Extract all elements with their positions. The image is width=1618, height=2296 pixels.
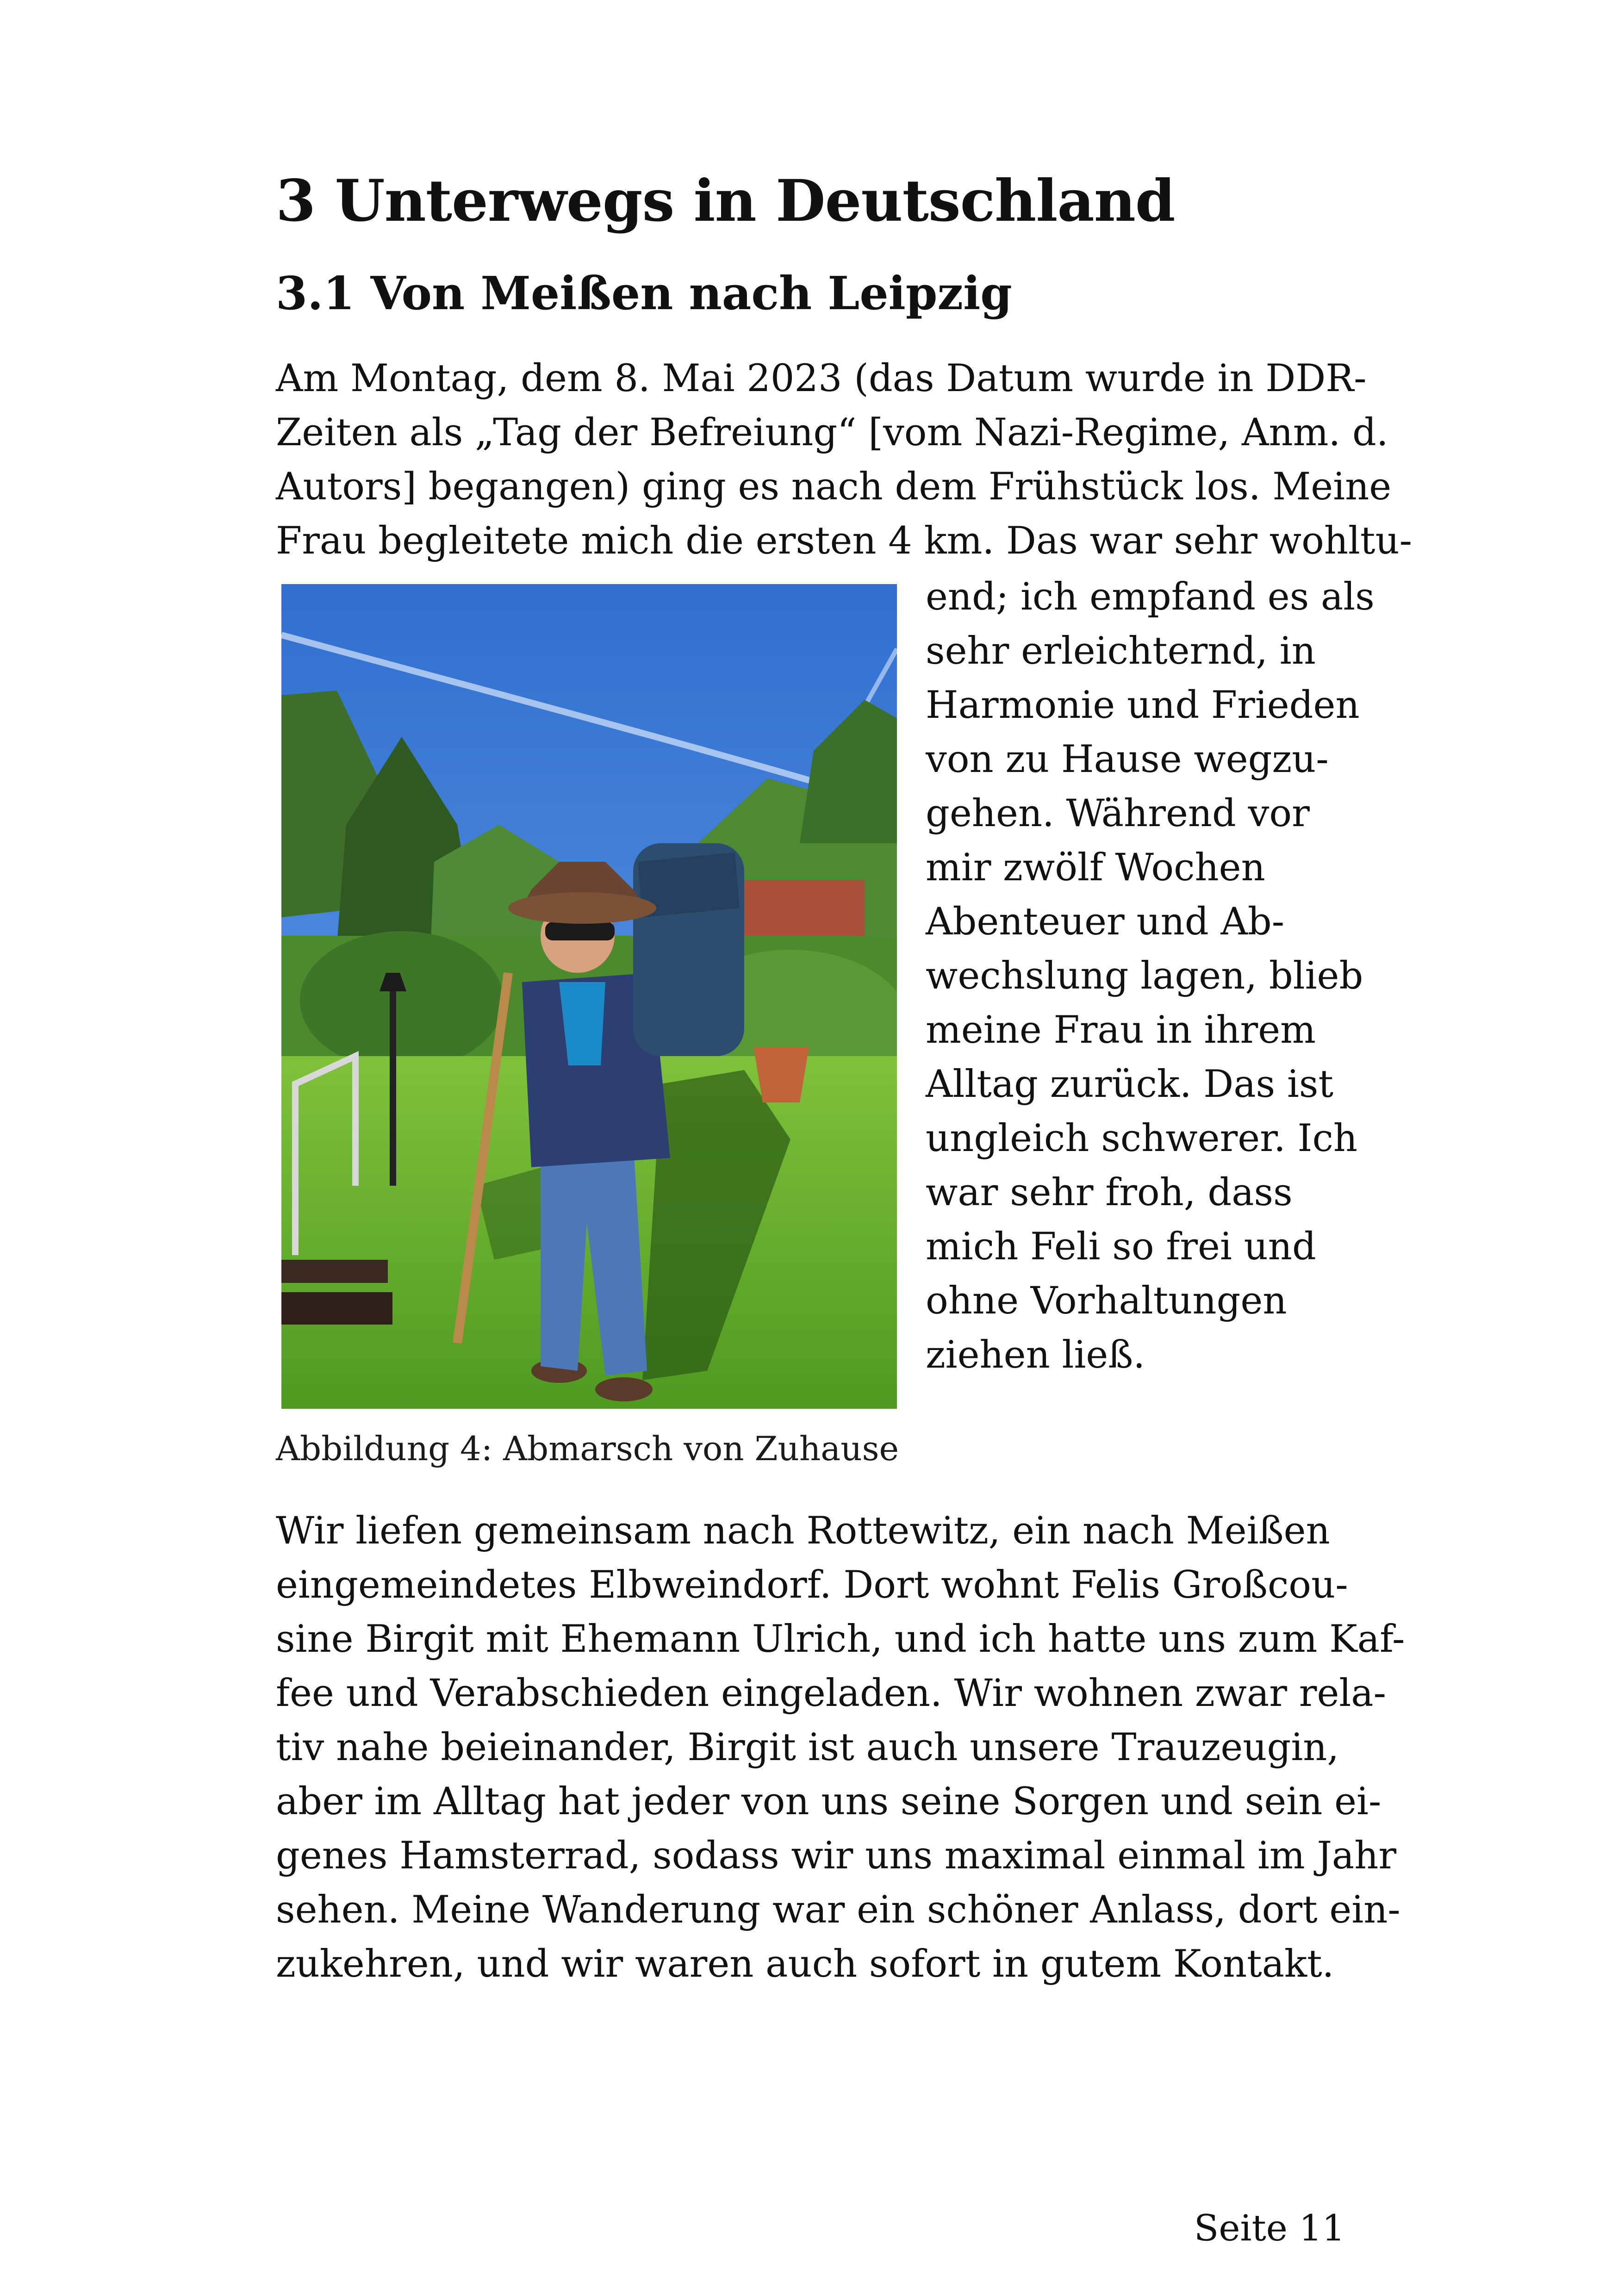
paragraph-line: sehr erleichternd, in xyxy=(926,629,1316,673)
paragraph-line: tiv nahe beieinander, Birgit ist auch unsere Trauzeugin, xyxy=(276,1726,1339,1769)
paragraph-line: Autors] begangen) ging es nach dem Frühstück los. Meine xyxy=(276,465,1392,509)
paragraph-line: ungleich schwerer. Ich xyxy=(926,1117,1358,1160)
paragraph-line: eingemeindetes Elbweindorf. Dort wohnt Felis Großcou- xyxy=(276,1563,1348,1607)
paragraph-line: end; ich empfand es als xyxy=(926,575,1375,619)
paragraph-line: ziehen ließ. xyxy=(926,1333,1145,1377)
paragraph-line: meine Frau in ihrem xyxy=(926,1008,1316,1052)
paragraph-line: mir zwölf Wochen xyxy=(926,846,1265,890)
paragraph-line: fee und Verabschieden eingeladen. Wir wohnen zwar rela- xyxy=(276,1672,1386,1715)
paragraph-line: Frau begleitete mich die ersten 4 km. Das war sehr wohltu- xyxy=(276,519,1412,563)
paragraph-line: Am Montag, dem 8. Mai 2023 (das Datum wurde in DDR- xyxy=(276,357,1367,400)
paragraph-line: Wir liefen gemeinsam nach Rottewitz, ein nach Meißen xyxy=(276,1509,1330,1553)
paragraph-line: Harmonie und Frieden xyxy=(926,684,1360,727)
paragraph-line: wechslung lagen, blieb xyxy=(926,954,1363,998)
paragraph-line: sine Birgit mit Ehemann Ulrich, und ich hatte uns zum Kaf- xyxy=(276,1618,1405,1661)
paragraph-line: mich Feli so frei und xyxy=(926,1225,1316,1269)
paragraph-line: zukehren, und wir waren auch sofort in gutem Kontakt. xyxy=(276,1942,1334,1986)
paragraph-line: von zu Hause wegzu- xyxy=(926,738,1329,781)
paragraph-line: genes Hamsterrad, sodass wir uns maximal einmal im Jahr xyxy=(276,1834,1397,1878)
paragraph-line: gehen. Während vor xyxy=(926,792,1310,835)
hiker-photo xyxy=(281,584,897,1409)
paragraph-line: war sehr froh, dass xyxy=(926,1171,1293,1214)
page-content xyxy=(276,0,1412,2296)
paragraph-line: sehen. Meine Wanderung war ein schöner Anlass, dort ein- xyxy=(276,1888,1400,1932)
paragraph-line: aber im Alltag hat jeder von uns seine Sorgen und sein ei- xyxy=(276,1780,1382,1823)
paragraph-line: Zeiten als „Tag der Befreiung“ [vom Nazi-Regime, Anm. d. xyxy=(276,411,1388,454)
chapter-title: 3 Unterwegs in Deutschland xyxy=(276,168,1175,235)
page-number: Seite 11 xyxy=(1194,2208,1345,2249)
paragraph-line: Abenteuer und Ab- xyxy=(926,900,1285,944)
paragraph-line: ohne Vorhaltungen xyxy=(926,1279,1287,1323)
section-title: 3.1 Von Meißen nach Leipzig xyxy=(276,267,1012,320)
paragraph-line: Alltag zurück. Das ist xyxy=(926,1063,1333,1106)
figure-caption: Abbildung 4: Abmarsch von Zuhause xyxy=(276,1429,899,1468)
